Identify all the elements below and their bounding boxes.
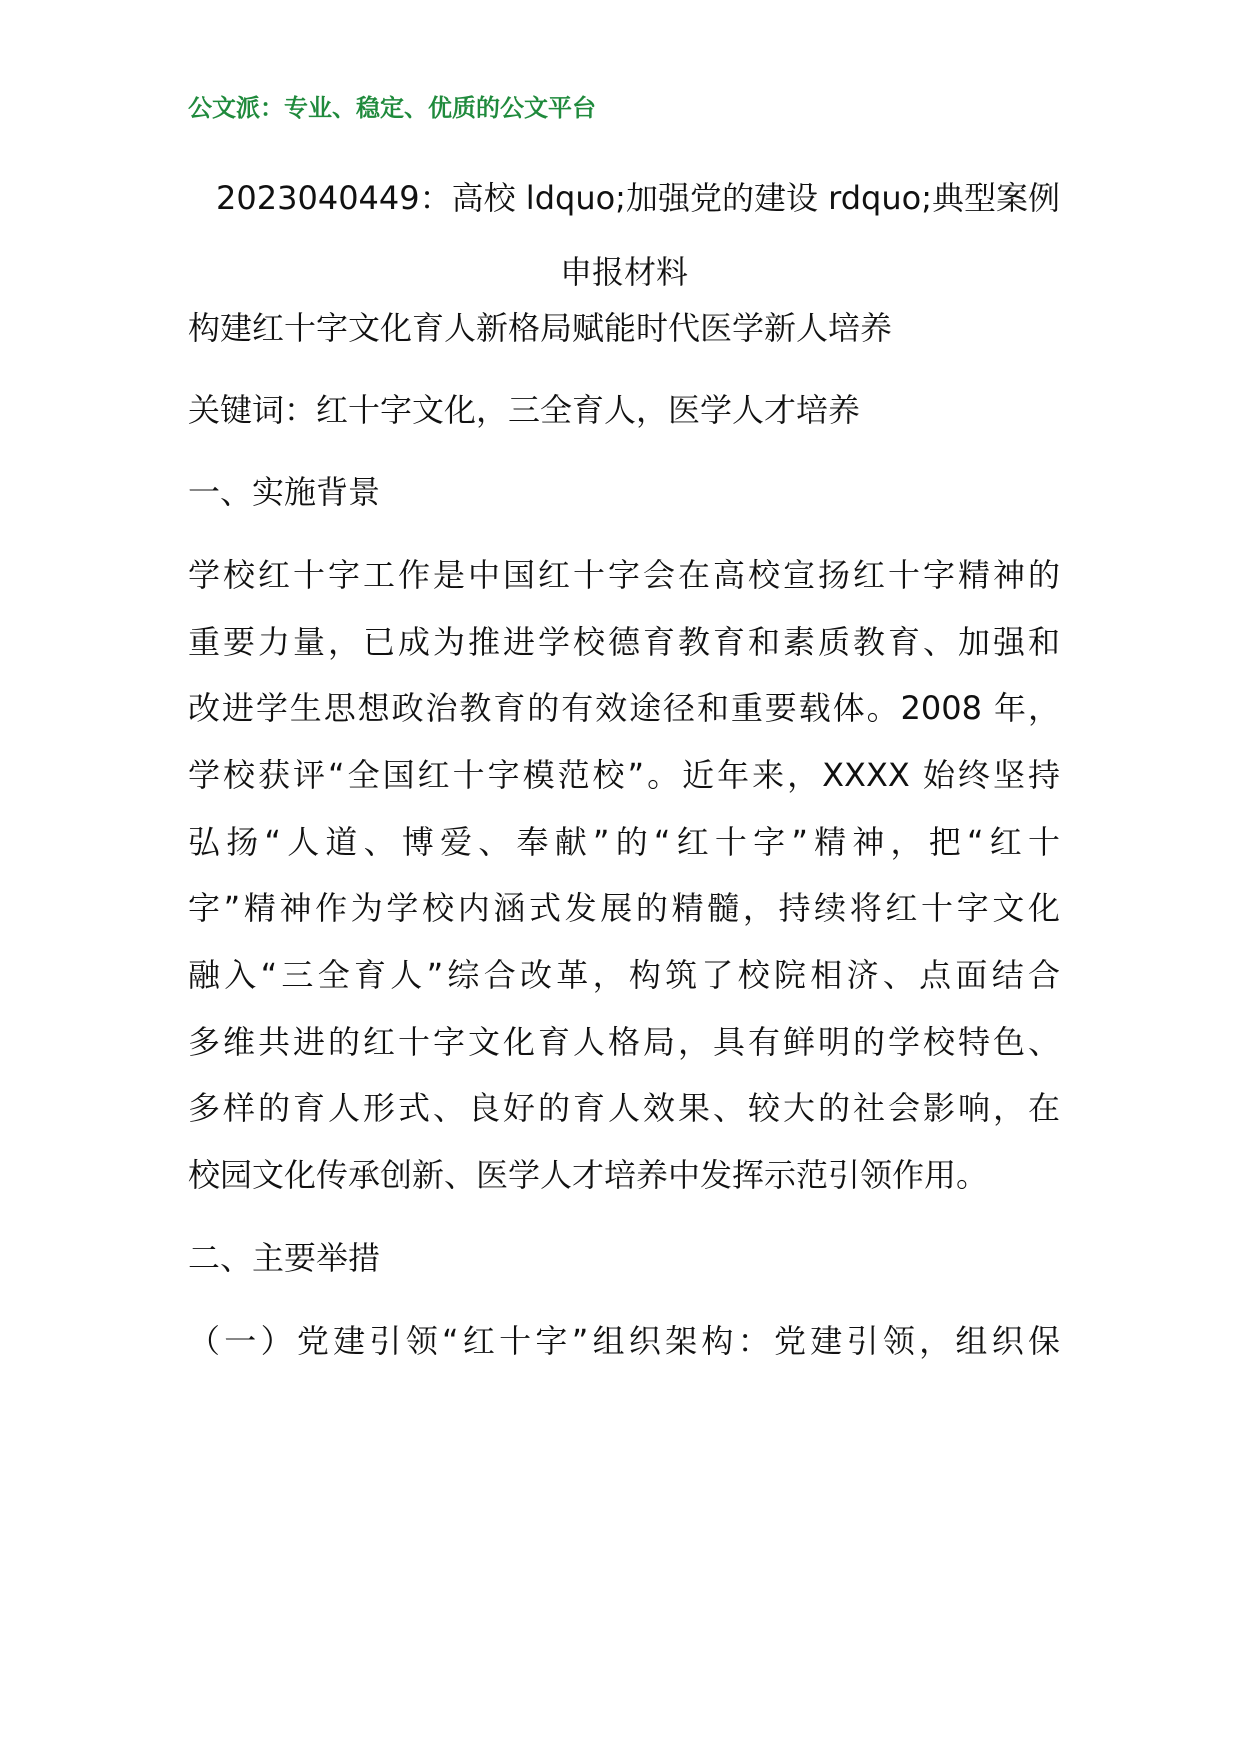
section-heading-background: 一、实施背景 <box>188 473 381 511</box>
paragraph-line: 弘扬“人道、博爱、奉献”的“红十字”精神，把“红十 <box>188 823 1060 861</box>
paragraph-line: 学校红十字工作是中国红十字会在高校宣扬红十字精神的 <box>188 556 1060 594</box>
document-title-line-2: 申报材料 <box>559 253 688 291</box>
section-heading-measures: 二、主要举措 <box>188 1239 381 1277</box>
paragraph-line: （一）党建引领“红十字”组织架构：党建引领，组织保 <box>188 1322 1060 1360</box>
document-title-line-1: 2023040449：高校 ldquo;加强党的建设 rdquo;典型案例 <box>216 179 1060 217</box>
document-subtitle: 构建红十字文化育人新格局赋能时代医学新人培养 <box>188 309 893 347</box>
brand-header: 公文派：专业、稳定、优质的公文平台 <box>188 94 596 122</box>
paragraph-line: 融入“三全育人”综合改革，构筑了校院相济、点面结合 <box>188 956 1060 994</box>
keywords: 关键词：红十字文化，三全育人，医学人才培养 <box>188 391 861 429</box>
paragraph-line: 改进学生思想政治教育的有效途径和重要载体。2008 年， <box>188 689 1060 727</box>
paragraph-line: 校园文化传承创新、医学人才培养中发挥示范引领作用。 <box>188 1156 989 1194</box>
paragraph-line: 多样的育人形式、良好的育人效果、较大的社会影响，在 <box>188 1089 1060 1127</box>
paragraph-line: 重要力量，已成为推进学校德育教育和素质教育、加强和 <box>188 623 1060 661</box>
paragraph-line: 字”精神作为学校内涵式发展的精髓，持续将红十字文化 <box>188 889 1060 927</box>
paragraph-line: 多维共进的红十字文化育人格局，具有鲜明的学校特色、 <box>188 1023 1060 1061</box>
paragraph-line: 学校获评“全国红十字模范校”。近年来，XXXX 始终坚持 <box>188 756 1060 794</box>
